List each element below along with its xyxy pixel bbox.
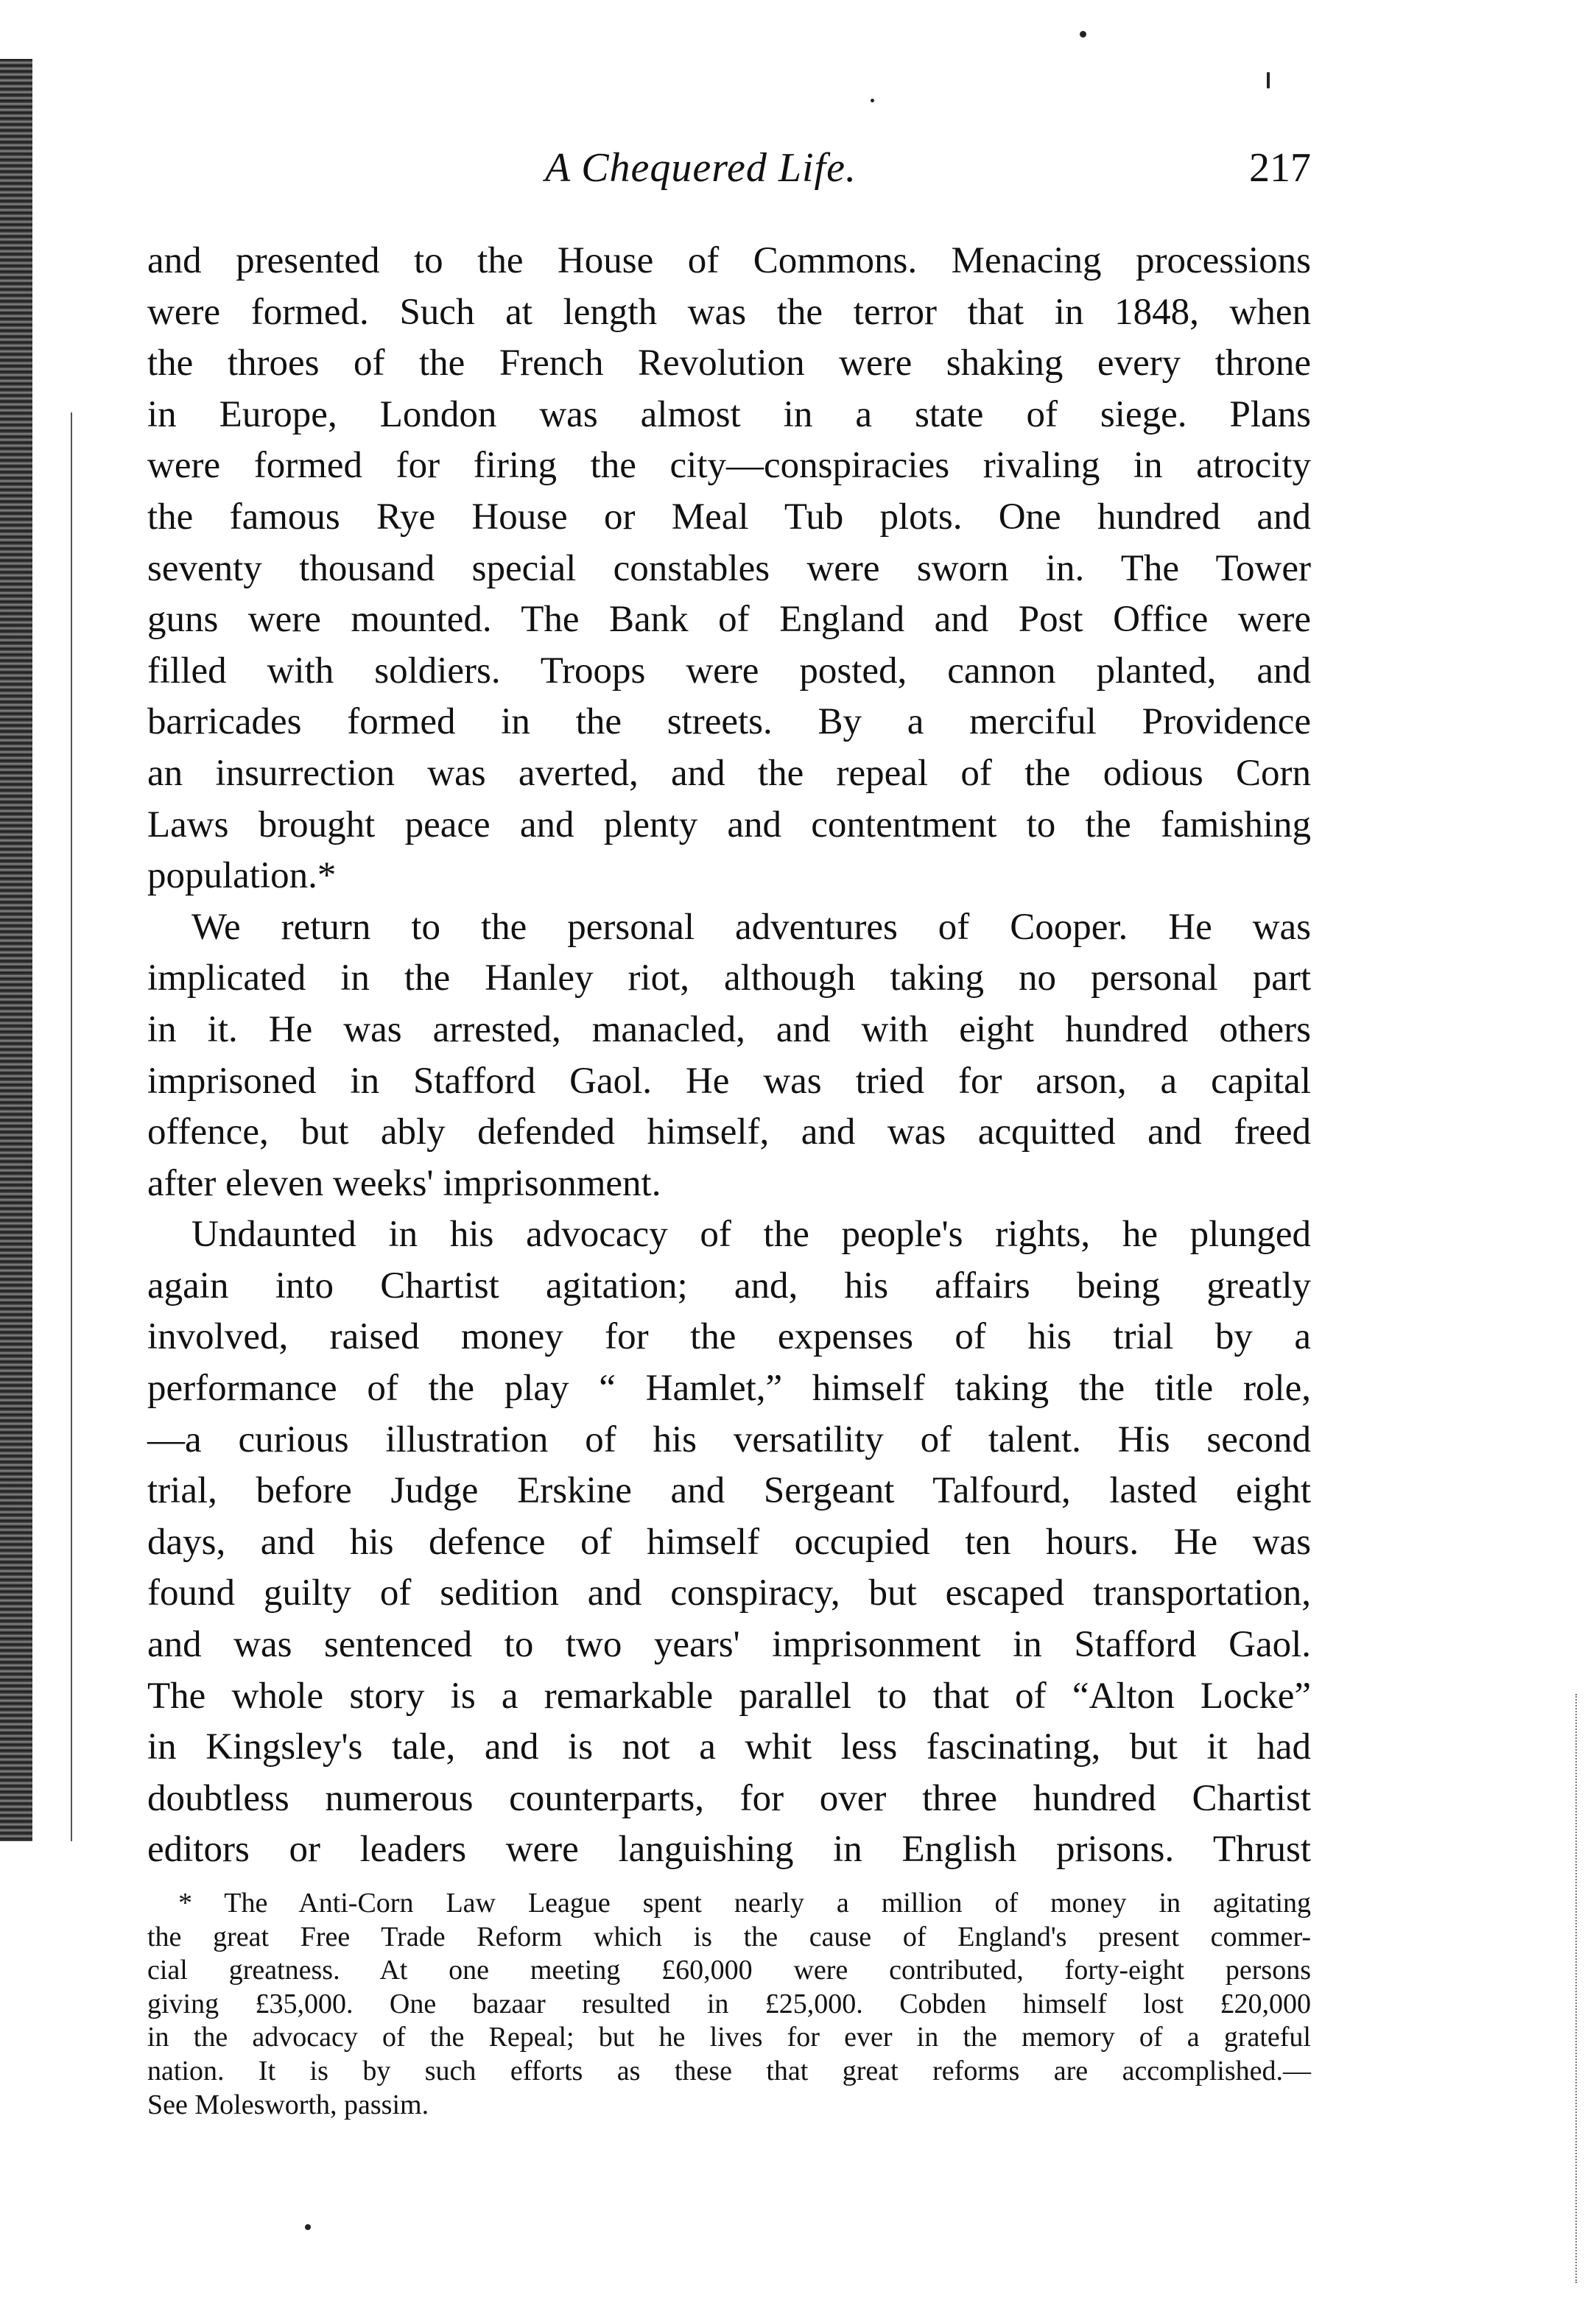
text-line: the throes of the French Revolution were shaking every throne [147,342,1311,384]
scan-edge-marks [1575,1694,1581,2283]
text-line: seventy thousand special constables were sworn in. The Tower [147,547,1311,589]
text-line: barricades formed in the streets. By a merciful Providence [147,701,1311,743]
text-line: and was sentenced to two years' imprisonment in Stafford Gaol. [147,1624,1311,1666]
footnote-line: the great Free Trade Reform which is the cause of England's present commer- [147,1921,1311,1952]
text-line: involved, raised money for the expenses of his trial by a [147,1316,1311,1358]
text-line: an insurrection was averted, and the repeal of the odious Corn [147,752,1311,794]
text-line: again into Chartist agitation; and, his affairs being greatly [147,1265,1311,1307]
text-line: population.* [147,855,337,897]
text-line: guns were mounted. The Bank of England and Post Office were [147,599,1311,641]
footnote-line: See Molesworth, passim. [147,2089,429,2120]
text-line: in Kingsley's tale, and is not a whit less fascinating, but it had [147,1726,1311,1768]
text-line: Undaunted in his advocacy of the people's rights, he plunged [191,1214,1311,1256]
text-line: filled with soldiers. Troops were posted, cannon planted, and [147,650,1311,692]
body-text [147,236,1311,1876]
footnote-line: giving £35,000. One bazaar resulted in £25,000. Cobden himself lost £20,000 [147,1988,1311,2019]
text-line: doubtless numerous counterparts, for over three hundred Chartist [147,1777,1311,1819]
footnote-line: cial greatness. At one meeting £60,000 were contributed, forty-eight persons [147,1955,1311,1986]
footnote-line: nation. It is by such efforts as these that great reforms are accomplished.— [147,2055,1311,2086]
text-line: after eleven weeks' imprisonment. [147,1162,661,1204]
text-line: We return to the personal adventures of Cooper. He was [191,906,1311,948]
ink-speck [1080,31,1086,38]
footnote [147,1887,1311,2122]
text-line: editors or leaders were languishing in English prisons. Thrust [147,1829,1311,1871]
ink-speck [871,99,874,102]
text-line: the famous Rye House or Meal Tub plots. One hundred and [147,496,1311,538]
text-line: implicated in the Hanley riot, although taking no personal part [147,957,1311,999]
page-header [147,144,1311,203]
text-line: and presented to the House of Commons. Menacing processions [147,240,1311,281]
text-line: Laws brought peace and plenty and contentment to the famishing [147,804,1311,845]
running-title: A Chequered Life. [545,145,857,191]
text-line: performance of the play “ Hamlet,” himself taking the title role, [147,1368,1311,1410]
page-number: 217 [1249,145,1311,191]
text-line: found guilty of sedition and conspiracy, but escaped transportation, [147,1572,1311,1614]
text-line: trial, before Judge Erskine and Sergeant Talfourd, lasted eight [147,1470,1311,1512]
text-line: were formed. Such at length was the terror that in 1848, when [147,291,1311,333]
footnote-line: * The Anti-Corn Law League spent nearly a million of money in agitating [178,1888,1311,1919]
scan-binding-edge [0,59,32,1841]
text-line: in Europe, London was almost in a state of siege. Plans [147,393,1311,435]
text-line: days, and his defence of himself occupied ten hours. He was [147,1521,1311,1563]
text-line: The whole story is a remarkable parallel to that of “Alton Locke” [147,1675,1311,1717]
scan-margin-line [71,412,72,1841]
text-line: offence, but ably defended himself, and was acquitted and freed [147,1111,1311,1153]
text-line: were formed for firing the city—conspiracies rivaling in atrocity [147,445,1311,487]
footnote-line: in the advocacy of the Repeal; but he lives for ever in the memory of a grateful [147,2022,1311,2053]
text-line: in it. He was arrested, manacled, and with eight hundred others [147,1008,1311,1050]
ink-speck [305,2224,311,2230]
text-line: —a curious illustration of his versatility of talent. His second [147,1418,1311,1460]
text-line: imprisoned in Stafford Gaol. He was tried for arson, a capital [147,1060,1311,1102]
ink-speck [1267,72,1270,88]
